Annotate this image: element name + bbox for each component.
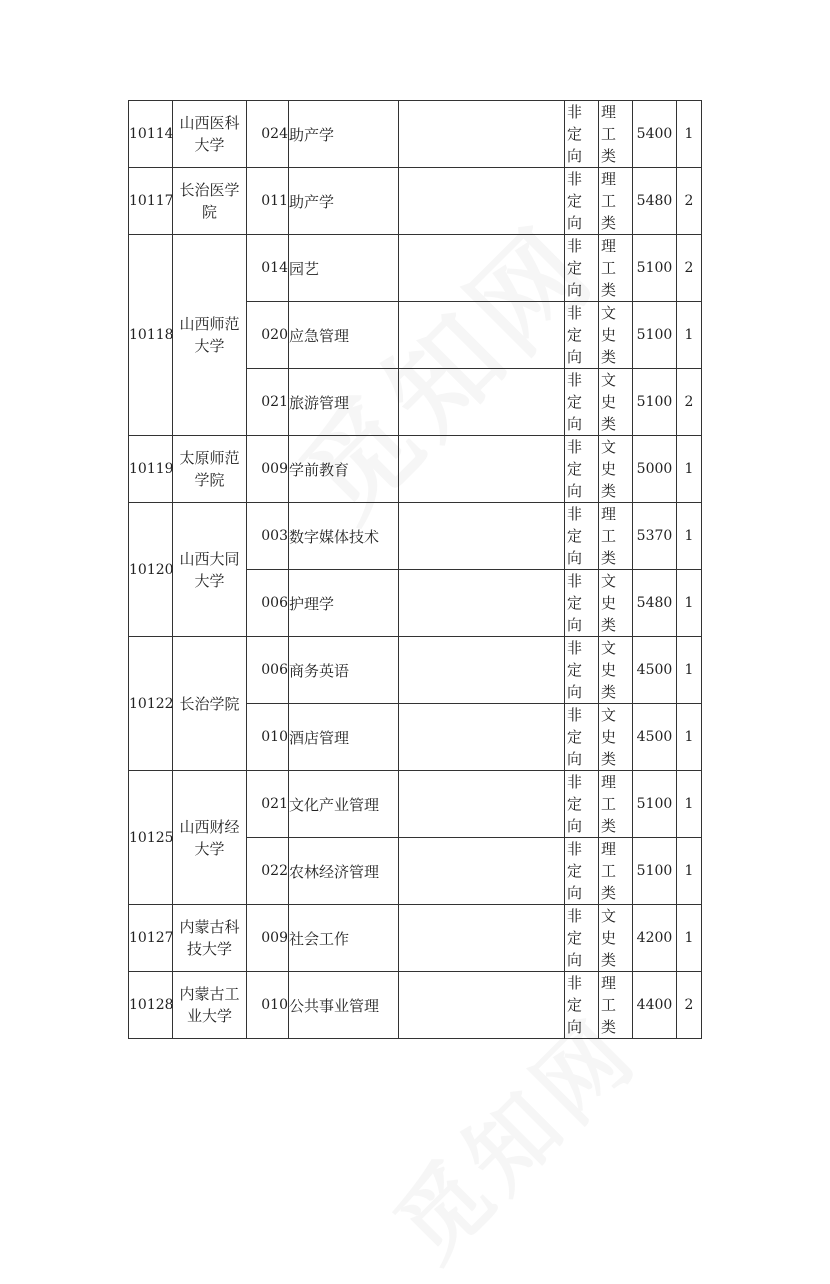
plan-type: 非 定 向 [565, 436, 599, 503]
plan-type: 非 定 向 [565, 905, 599, 972]
plan-type: 非 定 向 [565, 704, 599, 771]
major-name: 酒店管理 [289, 704, 399, 771]
subject-category: 文 史 类 [599, 369, 633, 436]
institution-code: 10127 [129, 905, 173, 972]
plan-type: 非 定 向 [565, 771, 599, 838]
plan-type: 非 定 向 [565, 637, 599, 704]
table-row [129, 503, 702, 570]
tuition: 5100 [633, 771, 677, 838]
major-code: 021 [247, 771, 289, 838]
major-name: 助产学 [289, 168, 399, 235]
table-row [129, 771, 702, 838]
major-code: 021 [247, 369, 289, 436]
table-row [129, 905, 702, 972]
enrollment-count: 1 [677, 704, 702, 771]
enrollment-count: 1 [677, 101, 702, 168]
subject-category: 文 史 类 [599, 637, 633, 704]
enrollment-count: 1 [677, 570, 702, 637]
plan-type: 非 定 向 [565, 972, 599, 1039]
subject-category: 理 工 类 [599, 101, 633, 168]
notes-cell [399, 771, 565, 838]
institution-code: 10114 [129, 101, 173, 168]
subject-category: 理 工 类 [599, 838, 633, 905]
notes-cell [399, 369, 565, 436]
institution-code: 10125 [129, 771, 173, 905]
institution-name: 长治医学院 [173, 168, 247, 235]
major-code: 014 [247, 235, 289, 302]
notes-cell [399, 637, 565, 704]
institution-name: 内蒙古科技大学 [173, 905, 247, 972]
tuition: 5100 [633, 235, 677, 302]
subject-category: 文 史 类 [599, 704, 633, 771]
plan-type: 非 定 向 [565, 235, 599, 302]
major-code: 024 [247, 101, 289, 168]
major-code: 009 [247, 436, 289, 503]
notes-cell [399, 101, 565, 168]
major-name: 助产学 [289, 101, 399, 168]
table-row [129, 101, 702, 168]
enrollment-count: 1 [677, 905, 702, 972]
enrollment-count: 2 [677, 168, 702, 235]
enrollment-count: 1 [677, 637, 702, 704]
major-name: 应急管理 [289, 302, 399, 369]
notes-cell [399, 503, 565, 570]
institution-name: 山西大同大学 [173, 503, 247, 637]
notes-cell [399, 972, 565, 1039]
plan-type: 非 定 向 [565, 838, 599, 905]
major-code: 011 [247, 168, 289, 235]
institution-name: 长治学院 [173, 637, 247, 771]
admission-plan-table [128, 100, 702, 1039]
tuition: 5100 [633, 838, 677, 905]
plan-type: 非 定 向 [565, 570, 599, 637]
enrollment-count: 1 [677, 771, 702, 838]
tuition: 5480 [633, 168, 677, 235]
notes-cell [399, 436, 565, 503]
notes-cell [399, 168, 565, 235]
institution-name: 太原师范学院 [173, 436, 247, 503]
major-code: 010 [247, 972, 289, 1039]
major-name: 农林经济管理 [289, 838, 399, 905]
major-name: 公共事业管理 [289, 972, 399, 1039]
institution-name: 内蒙古工业大学 [173, 972, 247, 1039]
major-code: 009 [247, 905, 289, 972]
tuition: 4500 [633, 704, 677, 771]
tuition: 4500 [633, 637, 677, 704]
tuition: 4200 [633, 905, 677, 972]
major-name: 学前教育 [289, 436, 399, 503]
major-name: 社会工作 [289, 905, 399, 972]
plan-type: 非 定 向 [565, 503, 599, 570]
tuition: 5100 [633, 302, 677, 369]
tuition: 5370 [633, 503, 677, 570]
institution-code: 10117 [129, 168, 173, 235]
notes-cell [399, 838, 565, 905]
plan-type: 非 定 向 [565, 369, 599, 436]
enrollment-count: 1 [677, 503, 702, 570]
major-name: 数字媒体技术 [289, 503, 399, 570]
enrollment-count: 1 [677, 302, 702, 369]
subject-category: 文 史 类 [599, 302, 633, 369]
institution-name: 山西师范大学 [173, 235, 247, 436]
major-name: 旅游管理 [289, 369, 399, 436]
institution-code: 10122 [129, 637, 173, 771]
subject-category: 理 工 类 [599, 168, 633, 235]
major-code: 010 [247, 704, 289, 771]
major-code: 006 [247, 570, 289, 637]
subject-category: 文 史 类 [599, 905, 633, 972]
notes-cell [399, 570, 565, 637]
major-code: 003 [247, 503, 289, 570]
tuition: 5480 [633, 570, 677, 637]
major-name: 商务英语 [289, 637, 399, 704]
subject-category: 理 工 类 [599, 972, 633, 1039]
major-code: 022 [247, 838, 289, 905]
plan-type: 非 定 向 [565, 302, 599, 369]
enrollment-count: 2 [677, 235, 702, 302]
plan-type: 非 定 向 [565, 101, 599, 168]
enrollment-count: 2 [677, 369, 702, 436]
subject-category: 理 工 类 [599, 235, 633, 302]
institution-code: 10120 [129, 503, 173, 637]
institution-code: 10128 [129, 972, 173, 1039]
major-name: 园艺 [289, 235, 399, 302]
subject-category: 文 史 类 [599, 436, 633, 503]
major-name: 护理学 [289, 570, 399, 637]
table-row [129, 972, 702, 1039]
institution-code: 10118 [129, 235, 173, 436]
institution-name: 山西财经大学 [173, 771, 247, 905]
plan-type: 非 定 向 [565, 168, 599, 235]
table-row [129, 637, 702, 704]
major-code: 006 [247, 637, 289, 704]
table-row [129, 436, 702, 503]
institution-name: 山西医科大学 [173, 101, 247, 168]
subject-category: 文 史 类 [599, 570, 633, 637]
enrollment-count: 2 [677, 972, 702, 1039]
tuition: 5100 [633, 369, 677, 436]
tuition: 4400 [633, 972, 677, 1039]
subject-category: 理 工 类 [599, 503, 633, 570]
notes-cell [399, 235, 565, 302]
notes-cell [399, 302, 565, 369]
table-row [129, 235, 702, 302]
major-code: 020 [247, 302, 289, 369]
notes-cell [399, 704, 565, 771]
enrollment-count: 1 [677, 838, 702, 905]
subject-category: 理 工 类 [599, 771, 633, 838]
enrollment-count: 1 [677, 436, 702, 503]
institution-code: 10119 [129, 436, 173, 503]
notes-cell [399, 905, 565, 972]
tuition: 5000 [633, 436, 677, 503]
tuition: 5400 [633, 101, 677, 168]
table-row [129, 168, 702, 235]
major-name: 文化产业管理 [289, 771, 399, 838]
